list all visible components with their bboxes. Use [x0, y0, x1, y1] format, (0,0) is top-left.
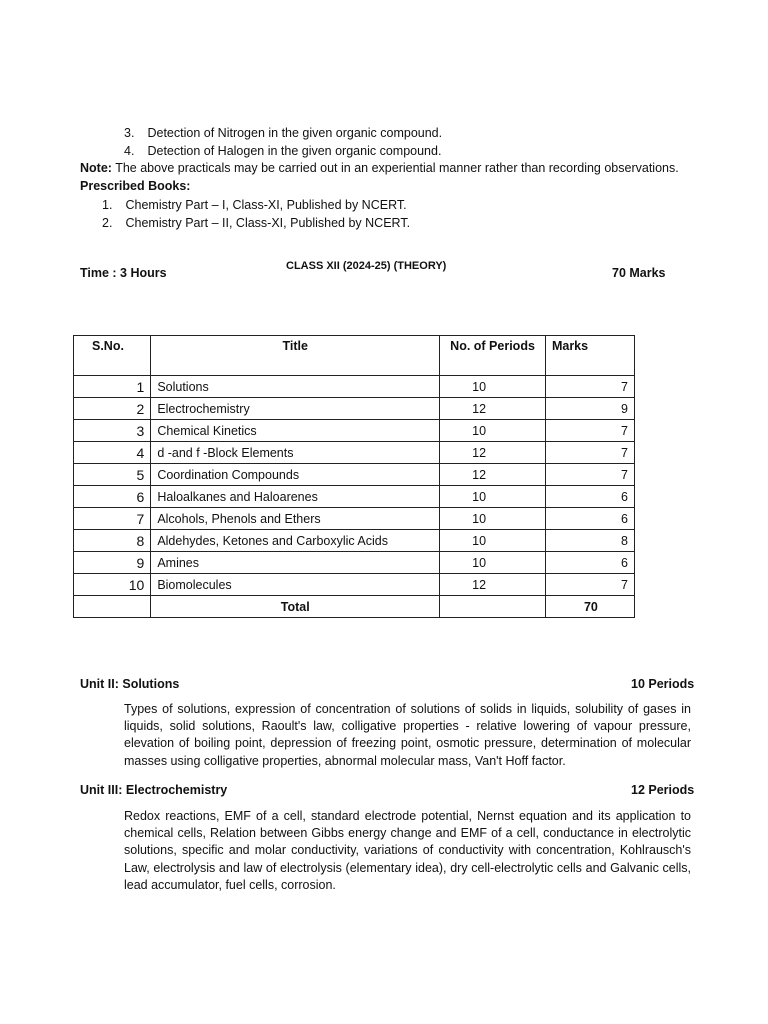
total-marks: 70 — [545, 596, 634, 618]
note-label: Note: — [80, 161, 112, 175]
cell-title: Chemical Kinetics — [151, 420, 440, 442]
table-row — [74, 486, 635, 508]
cell-sno: 4 — [74, 442, 151, 464]
table-row — [74, 420, 635, 442]
total-label: Total — [151, 596, 440, 618]
header-sno: S.No. — [74, 336, 151, 376]
cell-title: Haloalkanes and Haloarenes — [151, 486, 440, 508]
cell-sno: 3 — [74, 420, 151, 442]
book-item-1 — [102, 196, 407, 214]
cell-marks: 6 — [545, 486, 634, 508]
practical-item-4 — [124, 142, 441, 160]
exam-title: CLASS XII (2024-25) (THEORY) — [286, 260, 447, 272]
list-number: 1. — [102, 198, 113, 212]
cell-sno: 9 — [74, 552, 151, 574]
cell-marks: 6 — [545, 552, 634, 574]
list-text: Chemistry Part – II, Class-XI, Published by NCERT. — [125, 216, 411, 230]
unit2-heading: Unit II: Solutions — [80, 677, 180, 691]
table-row — [74, 464, 635, 486]
list-text: Chemistry Part – I, Class-XI, Published by NCERT. — [125, 198, 407, 212]
cell-marks: 7 — [545, 442, 634, 464]
table-row — [74, 508, 635, 530]
cell-marks: 7 — [545, 464, 634, 486]
note-text: The above practicals may be carried out in an experiential manner rather than recording observations. — [111, 161, 679, 175]
cell-periods: 10 — [440, 530, 546, 552]
list-text: Detection of Nitrogen in the given organic compound. — [147, 126, 443, 140]
exam-time: Time : 3 Hours — [80, 266, 167, 280]
list-number: 4. — [124, 144, 135, 158]
table-row — [74, 530, 635, 552]
cell-marks: 9 — [545, 398, 634, 420]
cell-periods: 10 — [440, 552, 546, 574]
cell-sno: 8 — [74, 530, 151, 552]
cell-title: d -and f -Block Elements — [151, 442, 440, 464]
unit3-description: Redox reactions, EMF of a cell, standard electrode potential, Nernst equation and its application to chemical cells, Relation between Gibbs energy change and EMF of a cell, conductance in electrolytic solutions, specific and molar conductivity, variations of conductivity with concentration, Kohlrausch's Law, electrolysis and law of electrolysis (elementary idea), dry cell-electrolytic cells and Galvanic cells, lead accumulator, fuel cells, corrosion. — [124, 809, 691, 892]
cell-marks: 8 — [545, 530, 634, 552]
cell-periods: 10 — [440, 486, 546, 508]
unit2-description: Types of solutions, expression of concentration of solutions of solids in liquids, solubility of gases in liquids, solid solutions, Raoult's law, colligative properties - relative lowering of vapour pressure, elevation of boiling point, depression of freezing point, osmotic pressure, determination of molecular masses using colligative properties, abnormal molecular mass, Van't Hoff factor. — [124, 702, 691, 768]
exam-marks: 70 Marks — [612, 266, 666, 280]
cell-sno: 10 — [74, 574, 151, 596]
header-periods: No. of Periods — [440, 336, 546, 376]
cell-empty — [440, 596, 546, 618]
unit3-heading: Unit III: Electrochemistry — [80, 783, 228, 797]
cell-empty — [74, 596, 151, 618]
cell-periods: 12 — [440, 464, 546, 486]
list-number: 3. — [124, 126, 135, 140]
list-text: Detection of Halogen in the given organic compound. — [147, 144, 442, 158]
books-heading: Prescribed Books: — [80, 179, 191, 193]
header-marks: Marks — [545, 336, 634, 376]
cell-title: Alcohols, Phenols and Ethers — [151, 508, 440, 530]
unit3-periods: 12 Periods — [631, 783, 695, 797]
cell-sno: 7 — [74, 508, 151, 530]
cell-periods: 12 — [440, 442, 546, 464]
cell-periods: 12 — [440, 398, 546, 420]
cell-marks: 7 — [545, 376, 634, 398]
note-line — [80, 159, 679, 177]
cell-sno: 5 — [74, 464, 151, 486]
list-number: 2. — [102, 216, 113, 230]
table-total-row — [74, 596, 635, 618]
cell-title: Aldehydes, Ketones and Carboxylic Acids — [151, 530, 440, 552]
cell-title: Coordination Compounds — [151, 464, 440, 486]
header-title: Title — [151, 336, 440, 376]
table-row — [74, 376, 635, 398]
table-row — [74, 442, 635, 464]
cell-periods: 10 — [440, 420, 546, 442]
cell-periods: 10 — [440, 508, 546, 530]
cell-title: Amines — [151, 552, 440, 574]
cell-sno: 6 — [74, 486, 151, 508]
cell-marks: 6 — [545, 508, 634, 530]
cell-title: Electrochemistry — [151, 398, 440, 420]
table-row — [74, 398, 635, 420]
table-row — [74, 552, 635, 574]
cell-periods: 12 — [440, 574, 546, 596]
unit2-periods: 10 Periods — [631, 677, 695, 691]
cell-periods: 10 — [440, 376, 546, 398]
book-item-2 — [102, 214, 410, 232]
unit-marks-table — [73, 335, 635, 618]
cell-sno: 1 — [74, 376, 151, 398]
cell-sno: 2 — [74, 398, 151, 420]
cell-marks: 7 — [545, 420, 634, 442]
table-row — [74, 574, 635, 596]
cell-title: Solutions — [151, 376, 440, 398]
cell-marks: 7 — [545, 574, 634, 596]
cell-title: Biomolecules — [151, 574, 440, 596]
practical-item-3 — [124, 124, 442, 142]
table-header-row — [74, 336, 635, 376]
